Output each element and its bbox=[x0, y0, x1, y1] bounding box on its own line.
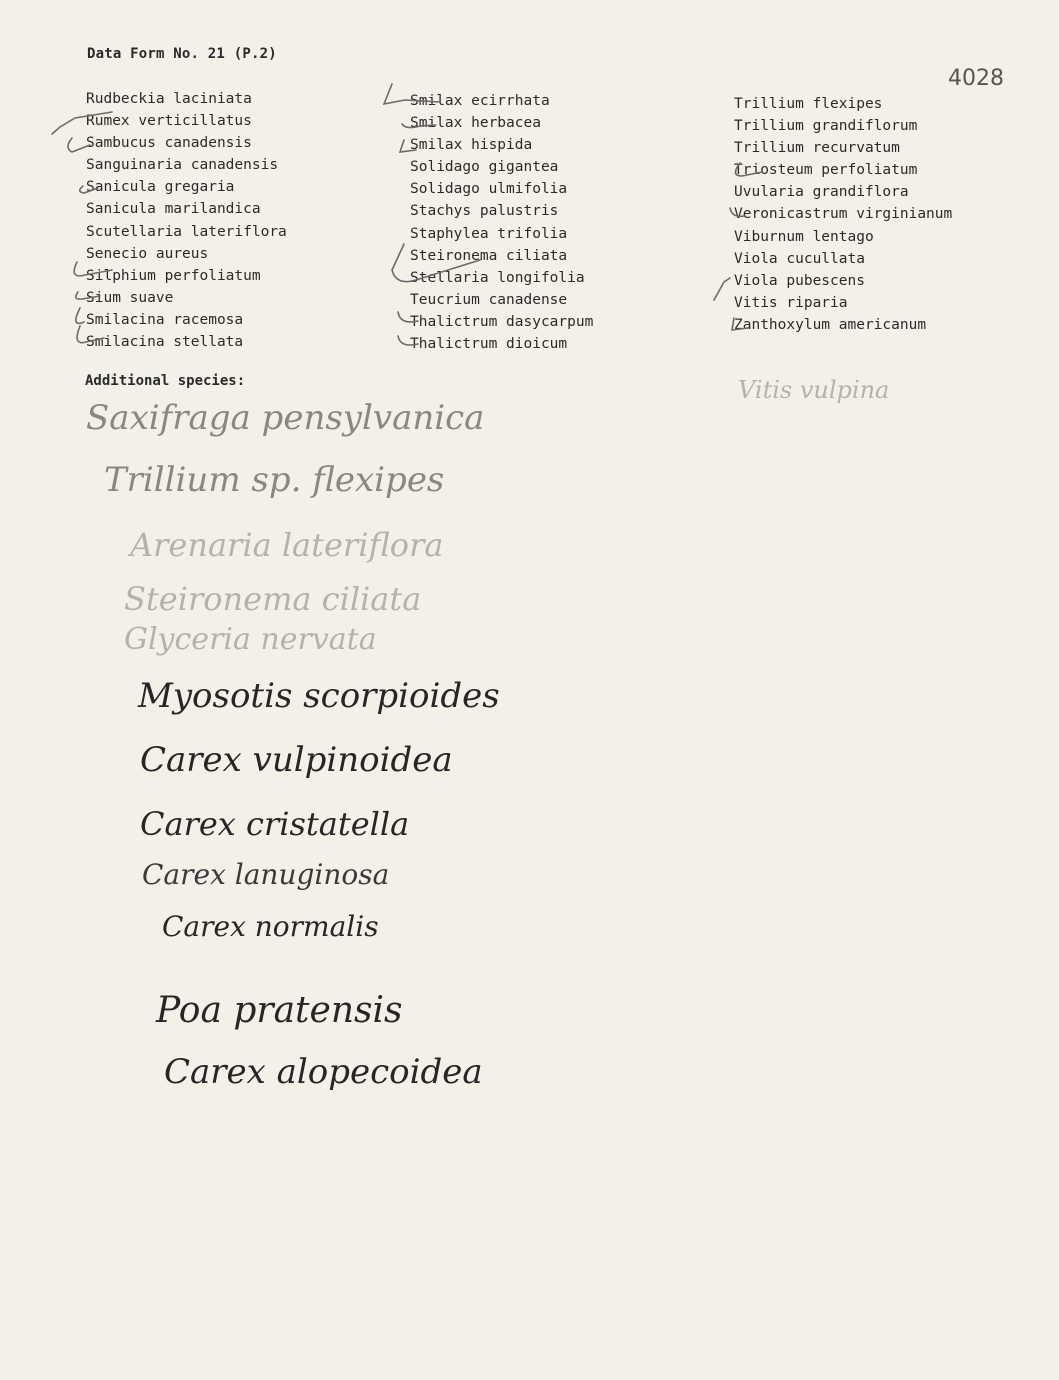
check-mark bbox=[732, 318, 748, 330]
handwritten-entry: Poa pratensis bbox=[156, 990, 403, 1031]
species-item: Sambucus canadensis bbox=[86, 135, 252, 152]
handwritten-entry: Arenaria lateriflora bbox=[130, 526, 444, 564]
species-item: Teucrium canadense bbox=[410, 291, 568, 308]
species-item: Veronicastrum virginianum bbox=[734, 206, 953, 223]
check-mark bbox=[714, 278, 730, 300]
handwritten-entry: Carex alopecoidea bbox=[164, 1052, 483, 1092]
check-mark bbox=[68, 138, 90, 152]
check-mark bbox=[77, 326, 104, 343]
handwritten-entry: Trillium sp. flexipes bbox=[104, 460, 445, 500]
species-item: Trillium flexipes bbox=[734, 96, 883, 112]
form-number: 4028 bbox=[948, 66, 1004, 91]
check-mark bbox=[384, 84, 440, 104]
species-item: Solidago gigantea bbox=[410, 159, 559, 176]
check-mark bbox=[80, 186, 98, 193]
species-item: Sium suave bbox=[86, 289, 174, 306]
handwritten-entry: Glyceria nervata bbox=[124, 622, 377, 657]
species-item: Silphium perfoliatum bbox=[86, 267, 261, 284]
additional-species-label: Additional species: bbox=[85, 373, 246, 389]
species-item: Staphylea trifolia bbox=[410, 225, 568, 242]
species-item: Smilacina racemosa bbox=[86, 311, 244, 328]
species-item: Viola pubescens bbox=[734, 272, 865, 289]
species-item: Zanthoxylum americanum bbox=[734, 316, 927, 333]
species-item: Sanicula marilandica bbox=[86, 201, 261, 218]
species-item: Sanicula gregaria bbox=[86, 179, 235, 196]
check-mark bbox=[76, 292, 100, 299]
handwritten-entry: Carex normalis bbox=[162, 910, 379, 943]
species-item: Senecio aureus bbox=[86, 245, 209, 262]
species-item: Trillium grandiflorum bbox=[734, 118, 918, 135]
check-mark bbox=[392, 244, 480, 282]
species-item: Smilax hispida bbox=[410, 137, 533, 154]
check-mark bbox=[74, 262, 112, 276]
species-item: Trillium recurvatum bbox=[734, 140, 900, 157]
handwritten-entry: Carex lanuginosa bbox=[142, 858, 390, 891]
check-mark bbox=[400, 140, 416, 152]
check-mark bbox=[76, 308, 84, 323]
handwritten-entry: Myosotis scorpioides bbox=[138, 676, 500, 716]
handwritten-entry: Saxifraga pensylvanica bbox=[86, 398, 485, 438]
species-item: Stachys palustris bbox=[410, 203, 559, 220]
species-item: Smilax ecirrhata bbox=[410, 93, 550, 109]
species-item: Uvularia grandiflora bbox=[734, 184, 909, 201]
species-item: Vitis riparia bbox=[734, 294, 848, 311]
handwritten-entry: Carex vulpinoidea bbox=[140, 740, 453, 780]
species-item: Thalictrum dioicum bbox=[410, 336, 568, 353]
species-item: Viola cucullata bbox=[734, 250, 865, 267]
species-item: Sanguinaria canadensis bbox=[86, 157, 279, 174]
handwritten-entry: Carex cristatella bbox=[140, 805, 410, 843]
species-item: Triosteum perfoliatum bbox=[734, 162, 918, 179]
species-item: Smilacina stellata bbox=[86, 334, 244, 351]
species-item: Stellaria longifolia bbox=[410, 269, 585, 286]
check-mark bbox=[398, 336, 418, 345]
species-item: Rumex verticillatus bbox=[86, 113, 252, 130]
species-item: Rudbeckia laciniata bbox=[86, 91, 252, 107]
check-mark bbox=[402, 124, 436, 128]
species-item: Viburnum lentago bbox=[734, 228, 874, 245]
species-item: Scutellaria lateriflora bbox=[86, 223, 287, 240]
check-mark bbox=[52, 112, 112, 134]
species-item: Solidago ulmifolia bbox=[410, 181, 568, 198]
form-title: Data Form No. 21 (P.2) bbox=[87, 46, 277, 62]
handwritten-entry: Steironema ciliata bbox=[124, 580, 422, 618]
species-item: Smilax herbacea bbox=[410, 115, 541, 132]
handwritten-entry: Vitis vulpina bbox=[738, 376, 890, 404]
check-mark bbox=[735, 163, 762, 176]
species-item: Steironema ciliata bbox=[410, 247, 568, 264]
check-mark bbox=[730, 208, 744, 216]
species-item: Thalictrum dasycarpum bbox=[410, 313, 594, 330]
check-mark bbox=[398, 312, 418, 322]
